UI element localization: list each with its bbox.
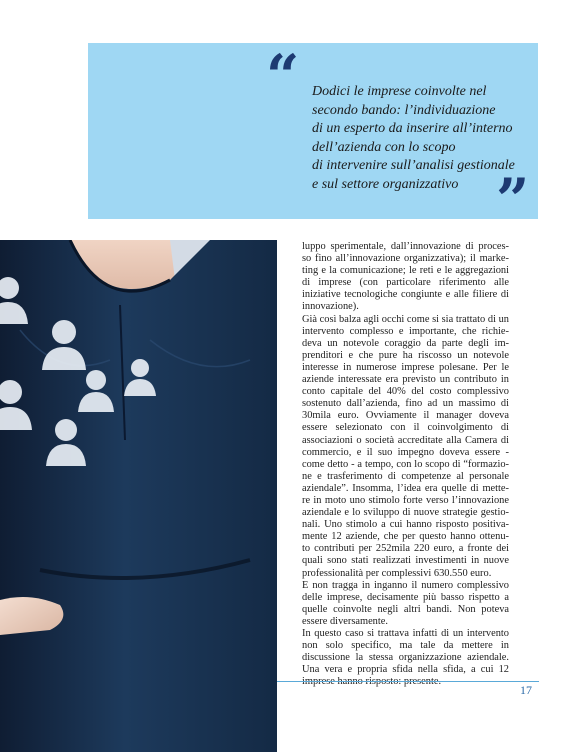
body-line: non solo specifico, ma tale da mettere in (302, 640, 509, 652)
quote-line: Dodici le imprese coinvolte nel (312, 84, 487, 99)
body-line: aziendale e lo sviluppo di nuove strategie gestio- (302, 507, 509, 519)
body-line: essere diversamente. (302, 615, 388, 627)
body-line: quelle coinvolte negli altri bandi. Non poteva (302, 603, 509, 615)
body-line: come detto - a tempo, con lo scopo di “formazio- (302, 458, 509, 470)
body-line: re in moto uno stimolo forte verso l’innovazione (302, 494, 509, 506)
body-line: iniziative tecnologiche congiunte e alle filiere di (302, 289, 509, 301)
body-line: discussione la stessa organizzazione aziendale. (302, 652, 509, 664)
body-line: In questo caso si trattava infatti di un intervento (302, 628, 509, 639)
close-quote-mark: ” (496, 166, 530, 234)
photo-illustration (0, 240, 277, 752)
body-line: Già così balza agli occhi come si sia trattato di un (302, 313, 509, 325)
body-line: essere selezionato con il coinvolgimento di (302, 422, 509, 434)
pull-quote-text (312, 83, 522, 194)
quote-line: e sul settore organizzativo (312, 176, 459, 192)
body-line: luppo sperimentale, dall’innovazione di proces- (302, 241, 509, 252)
body-line: deva un notevole coraggio da parte degli im- (302, 337, 509, 349)
quote-line: dell’azienda con lo scopo (312, 139, 456, 155)
body-line: commercio, e il suo impegno doveva essere - (302, 446, 509, 458)
body-line: innovazione). (302, 301, 359, 313)
page-number: 17 (520, 683, 532, 697)
pull-quote-box (88, 42, 538, 234)
body-line: delle imprese, decisamente più basso rispetto a (302, 591, 509, 603)
body-line: ting e la comunicazione; le reti e le aggregazioni (302, 265, 509, 277)
article-body (302, 241, 509, 688)
body-line: aziende interessate era previsto un contributo in (302, 374, 509, 386)
businesswoman-photo (0, 240, 277, 752)
body-line: di imprese (con particolare riferimento alle (302, 277, 509, 289)
body-line: E non tragga in inganno il numero complessivo (302, 579, 509, 591)
body-line: 30mila euro. Ovviamente il manager doveva (302, 410, 509, 422)
body-line: conto capitale del 40% del costo complessivo (302, 386, 509, 398)
quote-line: di un esperto da inserire all’interno (312, 121, 513, 136)
body-line: aziendale”. Insomma, l’idea era quelle di mette- (302, 482, 509, 494)
body-line: so fino all’innovazione organizzativa); il marke- (302, 253, 509, 265)
open-quote-mark: “ (266, 42, 300, 110)
body-line: mente 12 aziende, che per questo hanno ottenu- (302, 531, 509, 543)
body-line: ne e trasferimento di competenze al personale (302, 470, 509, 482)
body-line: prenditori e che pure ha riscosso un notevole (302, 349, 509, 361)
body-line (302, 676, 509, 688)
quote-line: secondo bando: l’individuazione (312, 102, 496, 118)
body-line: to contributi per 252mila 220 euro, a fronte dei (302, 543, 509, 555)
body-line: associazioni o società accreditate alla Camera di (302, 434, 509, 446)
body-line: interesse in numerose imprese polesane. Per le (302, 361, 509, 373)
body-line: intervento complesso e importante, che richie- (302, 325, 509, 337)
body-line: Una vera e propria sfida nella sfida, a cui 12 (302, 664, 509, 676)
body-line: quali sono stati realizzati investimenti in nuove (302, 555, 509, 567)
quote-line: di intervenire sull’analisi gestionale (312, 158, 515, 173)
body-line: nali. Uno stimolo a cui hanno risposto positiva- (302, 519, 509, 531)
body-line: sostenuto dall’azienda, fino ad un massimo di (302, 398, 509, 410)
body-line: professionalità per complessivi 630.550 euro. (302, 567, 492, 579)
footer-rule (277, 681, 539, 682)
